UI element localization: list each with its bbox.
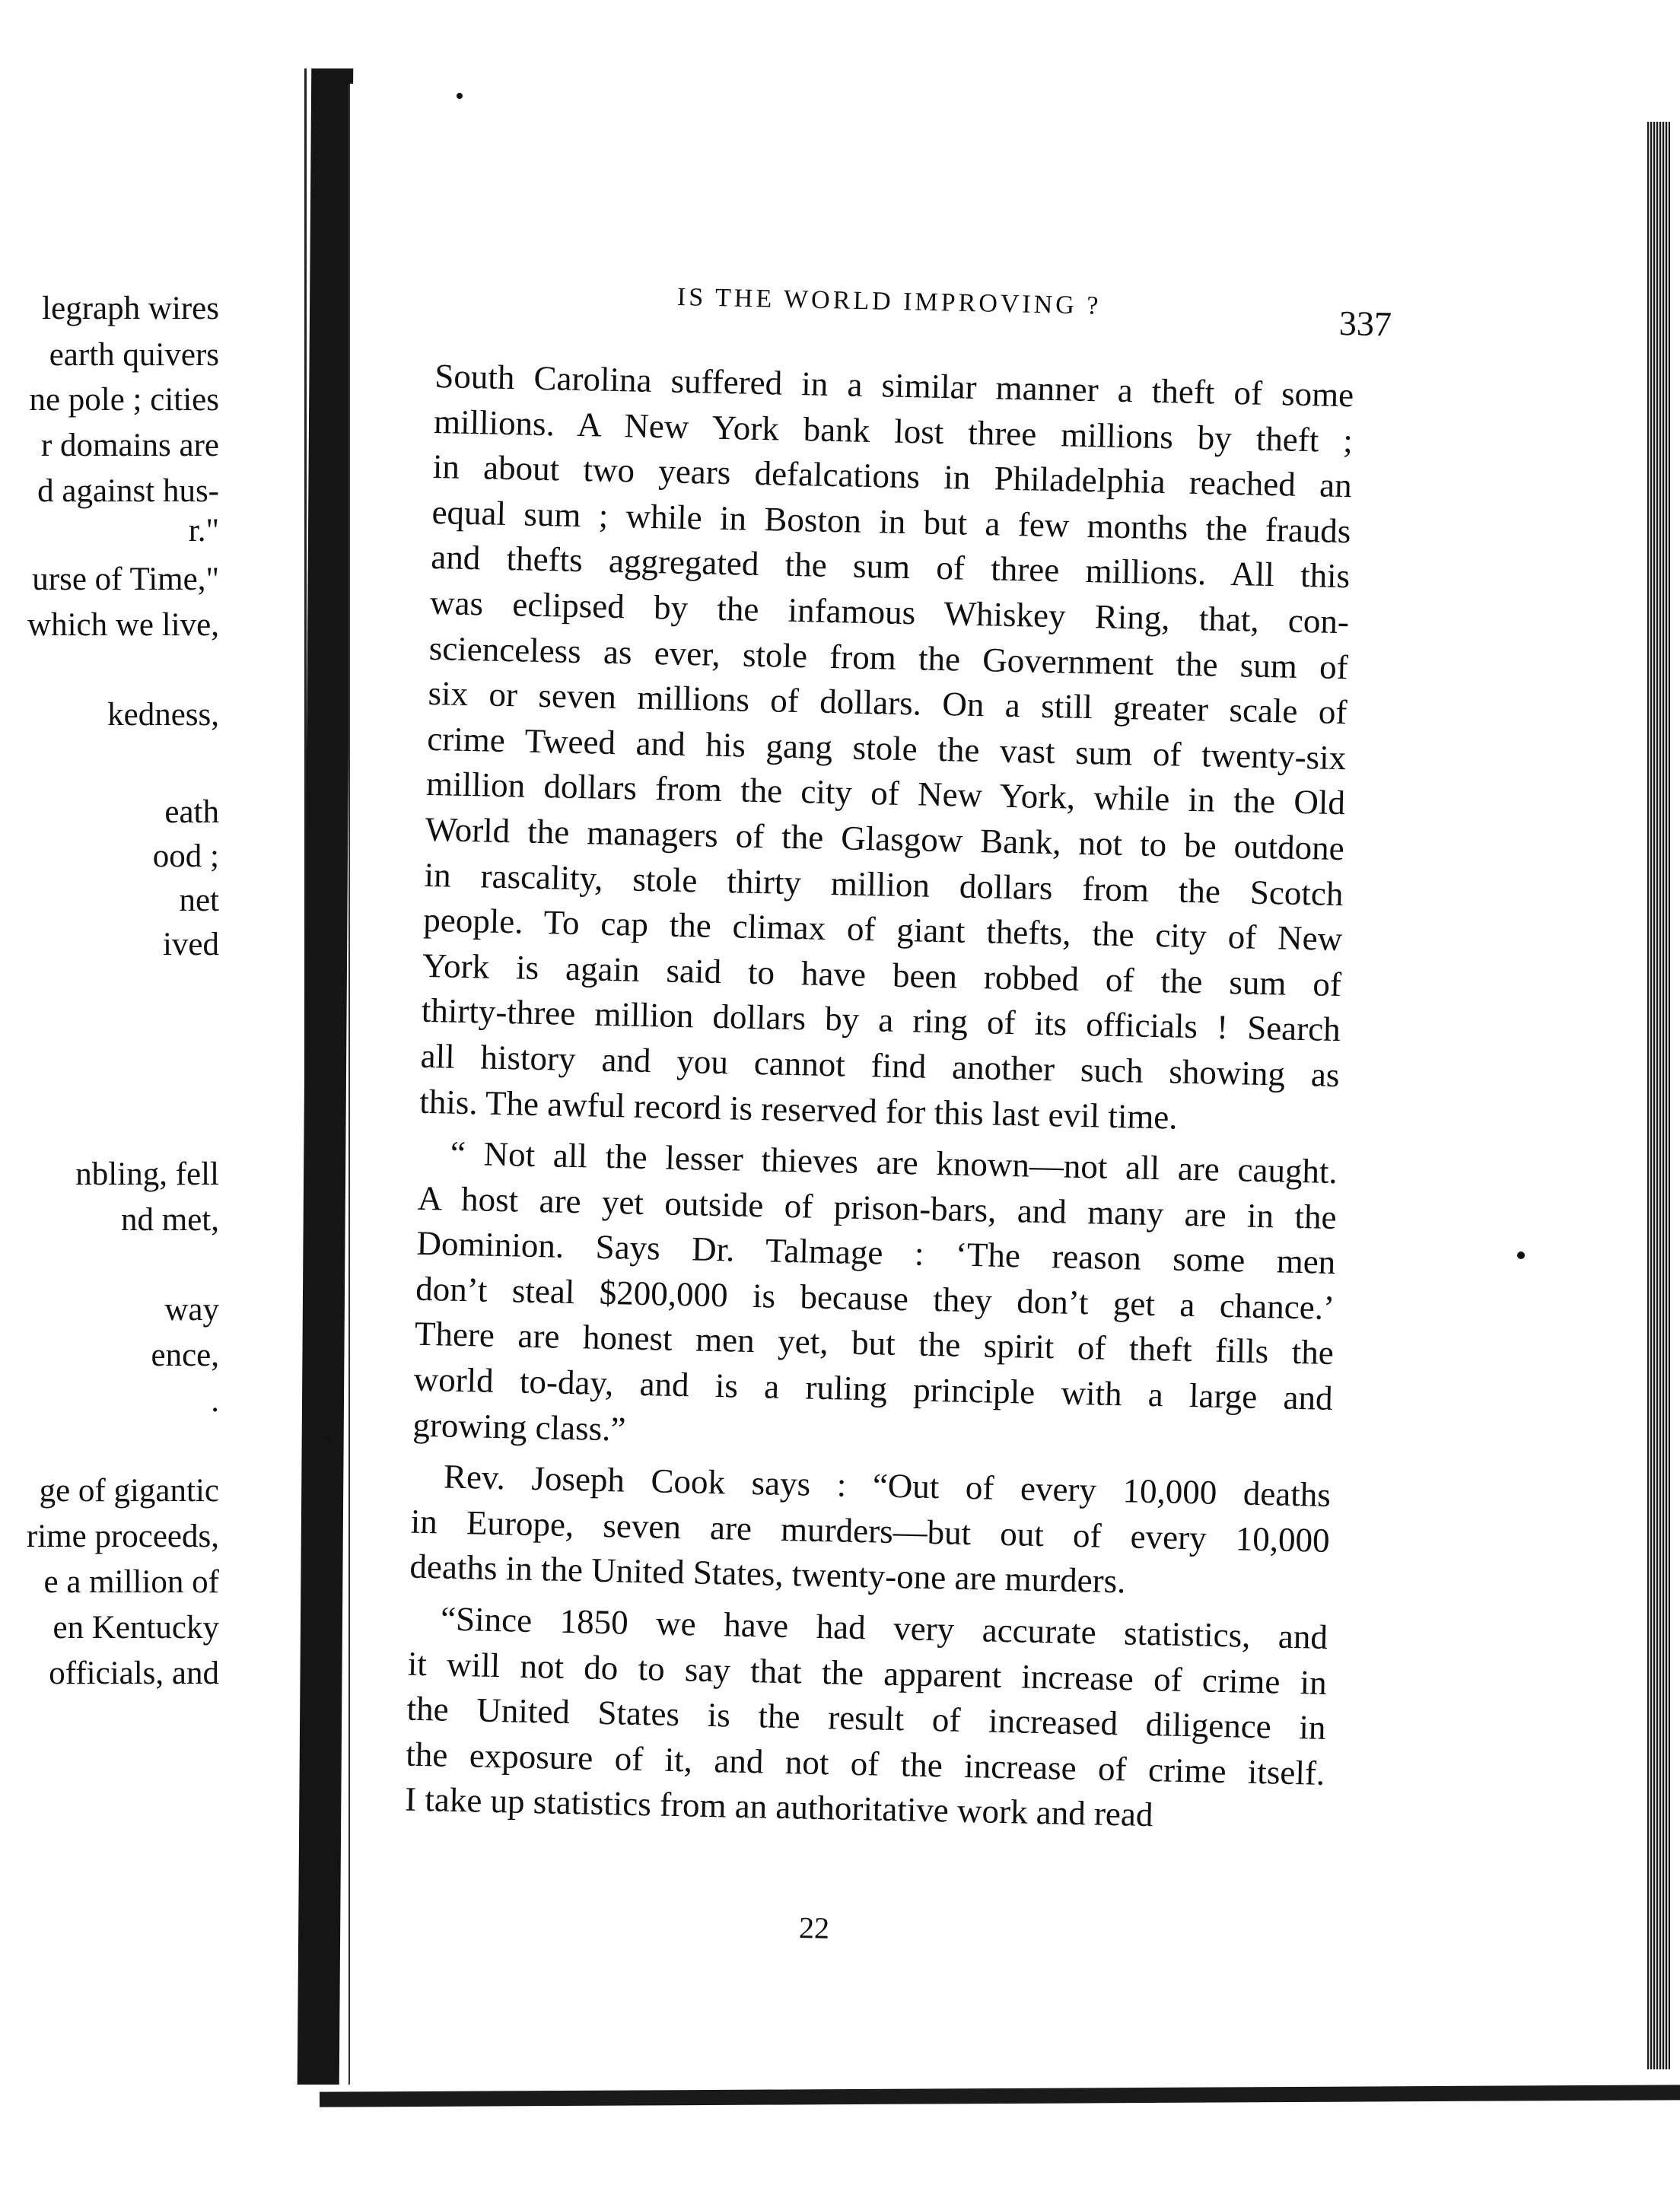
- page-body-text: [405, 354, 1354, 1842]
- previous-page-line: officials, and: [49, 1655, 219, 1691]
- text-line: million dollars from the city of New York, while in the Old: [425, 765, 1346, 822]
- text-line: this. The awful record is reserved for this last evil time.: [418, 1082, 1179, 1137]
- paragraph: [419, 354, 1354, 1143]
- text-line: in about two years defalcations in Philadelphia reached an: [432, 447, 1353, 505]
- previous-page-line: ne pole ; cities: [29, 382, 219, 418]
- running-head: IS THE WORLD IMPROVING ?: [676, 283, 1102, 320]
- text-line: “Since 1850 we have had very accurate statistics, and: [440, 1599, 1328, 1656]
- previous-page-line: kedness,: [107, 697, 219, 733]
- text-line: the United States is the result of increased diligence in: [406, 1689, 1326, 1748]
- text-line: There are honest men yet, but the spirit of theft fills the: [414, 1315, 1335, 1372]
- text-line: I take up statistics from an authoritative work and read: [404, 1779, 1153, 1834]
- previous-page-line: which we live,: [27, 607, 219, 643]
- signature-mark: 22: [798, 1910, 830, 1945]
- text-line: Dominion. Says Dr. Talmage : ‘The reason some men: [415, 1224, 1336, 1282]
- text-line: it will not do to say that the apparent increase of crime in: [407, 1644, 1328, 1702]
- previous-page-fragment: [0, 68, 307, 2085]
- text-line: World the managers of the Glasgow Bank, not to be outdone: [425, 809, 1345, 868]
- previous-page-line: ived: [162, 927, 219, 962]
- previous-page-line: e a million of: [43, 1564, 219, 1600]
- text-line: thirty-three million dollars by a ring of its officials ! Search: [421, 991, 1341, 1049]
- text-line: deaths in the United States, twenty-one are murders.: [409, 1547, 1126, 1601]
- previous-page-line: ood ;: [152, 838, 219, 874]
- text-line: “ Not all the lesser thieves are known—not all are caught.: [450, 1134, 1338, 1191]
- previous-page-line: nbling, fell: [75, 1156, 219, 1192]
- text-line: scienceless as ever, stole from the Government the sum of: [428, 628, 1349, 686]
- previous-page-line: legraph wires: [42, 291, 219, 326]
- previous-page-line: urse of Time,": [32, 561, 219, 597]
- text-line: and thefts aggregated the sum of three millions. All this: [430, 538, 1351, 596]
- previous-page-line: way: [164, 1292, 219, 1328]
- paragraph: [409, 1454, 1331, 1609]
- text-line: crime Tweed and his gang stole the vast sum of twenty-six: [426, 719, 1347, 777]
- previous-page-line: .: [211, 1383, 219, 1419]
- text-line: millions. A New York bank lost three millions by theft ;: [433, 402, 1354, 460]
- text-line: six or seven millions of dollars. On a still greater scale of: [428, 674, 1348, 732]
- page-bottom-shadow: [320, 2085, 1680, 2107]
- text-line: growing class.”: [412, 1405, 626, 1449]
- text-line: all history and you cannot find another such showing as: [420, 1036, 1340, 1094]
- previous-page-line: ge of gigantic: [39, 1473, 219, 1509]
- text-line: in Europe, seven are murders—but out of every 10,000: [410, 1502, 1331, 1560]
- previous-page-line: r.": [188, 513, 219, 549]
- page-block-edge: [1647, 122, 1670, 2069]
- previous-page-line: net: [179, 883, 219, 918]
- previous-page-line: rime proceeds,: [26, 1519, 219, 1554]
- text-line: people. To cap the climax of giant thefts, the city of New: [422, 900, 1343, 959]
- text-line: equal sum ; while in Boston in but a few months the frauds: [431, 492, 1351, 551]
- text-line: the exposure of it, and not of the increase of crime itself.: [405, 1735, 1325, 1792]
- ink-speck: [326, 1436, 330, 1441]
- previous-page-line: d against hus-: [37, 473, 219, 509]
- text-line: don’t steal $200,000 is because they don’t get a chance.’: [415, 1269, 1335, 1327]
- text-line: world to-day, and is a ruling principle with a large and: [413, 1360, 1334, 1418]
- text-line: Rev. Joseph Cook says : “Out of every 10,000 deaths: [443, 1457, 1332, 1515]
- page-337: [348, 84, 1647, 2085]
- previous-page-line: ence,: [151, 1337, 219, 1373]
- ink-speck: [457, 93, 463, 99]
- ink-speck: [1517, 1252, 1525, 1259]
- text-line: was eclipsed by the infamous Whiskey Ring, that, con-: [429, 583, 1350, 641]
- previous-page-line: eath: [164, 794, 219, 830]
- previous-page-line: nd met,: [121, 1202, 219, 1238]
- previous-page-line: earth quivers: [49, 337, 219, 373]
- page-number: 337: [1338, 304, 1392, 344]
- text-line: in rascality, stole thirty million dollars from the Scotch: [424, 855, 1344, 913]
- previous-page-line: r domains are: [40, 428, 219, 463]
- text-line: A host are yet outside of prison-bars, and many are in the: [417, 1178, 1338, 1236]
- text-line: South Carolina suffered in a similar manner a theft of some: [434, 356, 1354, 415]
- text-line: York is again said to have been robbed of the sum of: [422, 946, 1342, 1003]
- paragraph: [412, 1131, 1338, 1467]
- previous-page-line: en Kentucky: [52, 1610, 219, 1646]
- paragraph: [405, 1596, 1328, 1842]
